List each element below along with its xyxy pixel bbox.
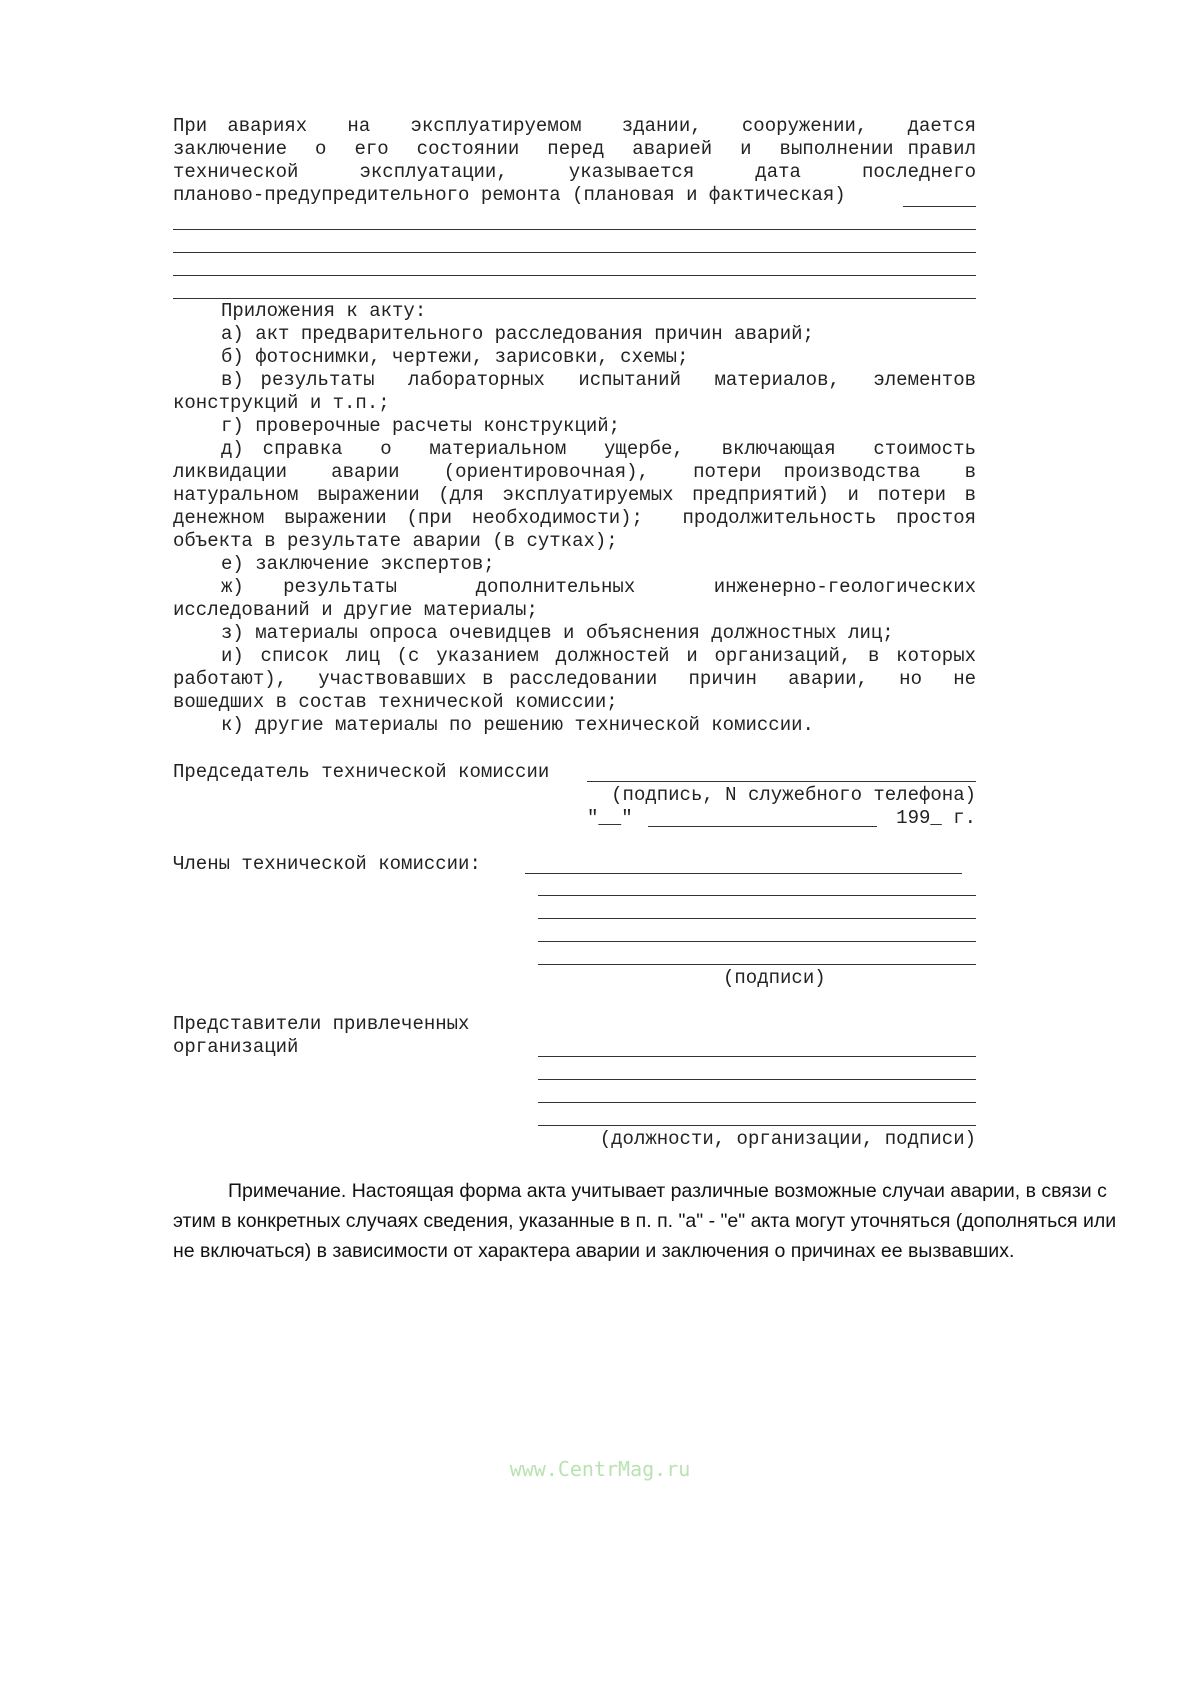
rep-signature-line[interactable]	[538, 1125, 976, 1126]
members-label: Члены технической комиссии:	[173, 853, 481, 875]
intro-line-4: планово-предупредительного ремонта (плановая и фактическая)	[173, 184, 846, 206]
rep-signature-line[interactable]	[538, 1102, 976, 1103]
member-signature-line[interactable]	[525, 873, 962, 874]
reps-caption: (должности, организации, подписи)	[599, 1128, 976, 1150]
chairman-caption: (подпись, N служебного телефона)	[611, 784, 976, 806]
appendix-item-d: д) справка о материальном ущербе, включающая стоимость	[221, 438, 976, 460]
appendix-item-zh: ж) результаты дополнительных инженерно-геологических	[221, 576, 976, 598]
reps-label-cont: организаций	[173, 1036, 299, 1058]
appendix-item-d-cont: денежном выражении (при необходимости); продолжительность простоя	[173, 507, 976, 529]
note-paragraph: Примечание. Настоящая форма акта учитывает различные возможные случаи аварии, в связи с этим в конкретных случаях сведения, указанные в п. п. "а" - "е" акта могут уточняться (дополняться или не включаться) в зависимости от характера аварии и заключения о причинах ее вызвавших.	[173, 1180, 1117, 1262]
rep-signature-line[interactable]	[538, 1056, 976, 1057]
appendix-item-v-cont: конструкций и т.п.;	[173, 392, 390, 414]
member-signature-line[interactable]	[538, 941, 976, 942]
date-day: "__"	[587, 807, 633, 829]
chairman-label: Председатель технической комиссии	[173, 761, 550, 783]
chairman-signature-line[interactable]	[587, 781, 976, 782]
appendix-item-v: в) результаты лабораторных испытаний материалов, элементов	[221, 369, 976, 391]
appendix-item-i: и) список лиц (с указанием должностей и организаций, в которых	[221, 645, 976, 667]
intro-line-1: При авариях на эксплуатируемом здании, сооружении, дается	[173, 115, 976, 137]
fill-line	[903, 206, 976, 207]
appendix-item-a: а) акт предварительного расследования причин аварий;	[221, 323, 814, 345]
appendix-item-i-cont: работают), участвовавших в расследовании причин аварии, но не	[173, 668, 976, 690]
intro-line-3: технической эксплуатации, указывается дата последнего	[173, 161, 976, 183]
member-signature-line[interactable]	[538, 964, 976, 965]
members-caption: (подписи)	[723, 967, 826, 989]
reps-label: Представители привлеченных	[173, 1013, 470, 1035]
member-signature-line[interactable]	[538, 918, 976, 919]
member-signature-line[interactable]	[538, 895, 976, 896]
appendix-item-d-cont: ликвидации аварии (ориентировочная), потери производства в	[173, 461, 976, 483]
fill-line	[173, 275, 976, 276]
appendix-item-b: б) фотоснимки, чертежи, зарисовки, схемы;	[221, 346, 689, 368]
fill-line	[173, 229, 976, 230]
intro-line-2: заключение о его состоянии перед аварией и выполнении правил	[173, 138, 976, 160]
watermark: www.CentrMag.ru	[509, 1457, 691, 1481]
appendix-item-e: е) заключение экспертов;	[221, 553, 495, 575]
fill-line	[173, 252, 976, 253]
appendix-heading: Приложения к акту:	[221, 300, 427, 322]
appendix-item-k: к) другие материалы по решению технической комиссии.	[221, 714, 814, 736]
date-year: 199_ г.	[896, 807, 976, 829]
date-month-line[interactable]	[648, 826, 877, 827]
fill-line	[173, 298, 976, 299]
appendix-item-z: з) материалы опроса очевидцев и объяснения должностных лиц;	[221, 622, 894, 644]
appendix-item-i-cont: вошедших в состав технической комиссии;	[173, 691, 618, 713]
rep-signature-line[interactable]	[538, 1079, 976, 1080]
appendix-item-d-cont: объекта в результате аварии (в сутках);	[173, 530, 618, 552]
appendix-item-d-cont: натуральном выражении (для эксплуатируемых предприятий) и потери в	[173, 484, 976, 506]
appendix-item-zh-cont: исследований и другие материалы;	[173, 599, 538, 621]
appendix-item-g: г) проверочные расчеты конструкций;	[221, 415, 621, 437]
